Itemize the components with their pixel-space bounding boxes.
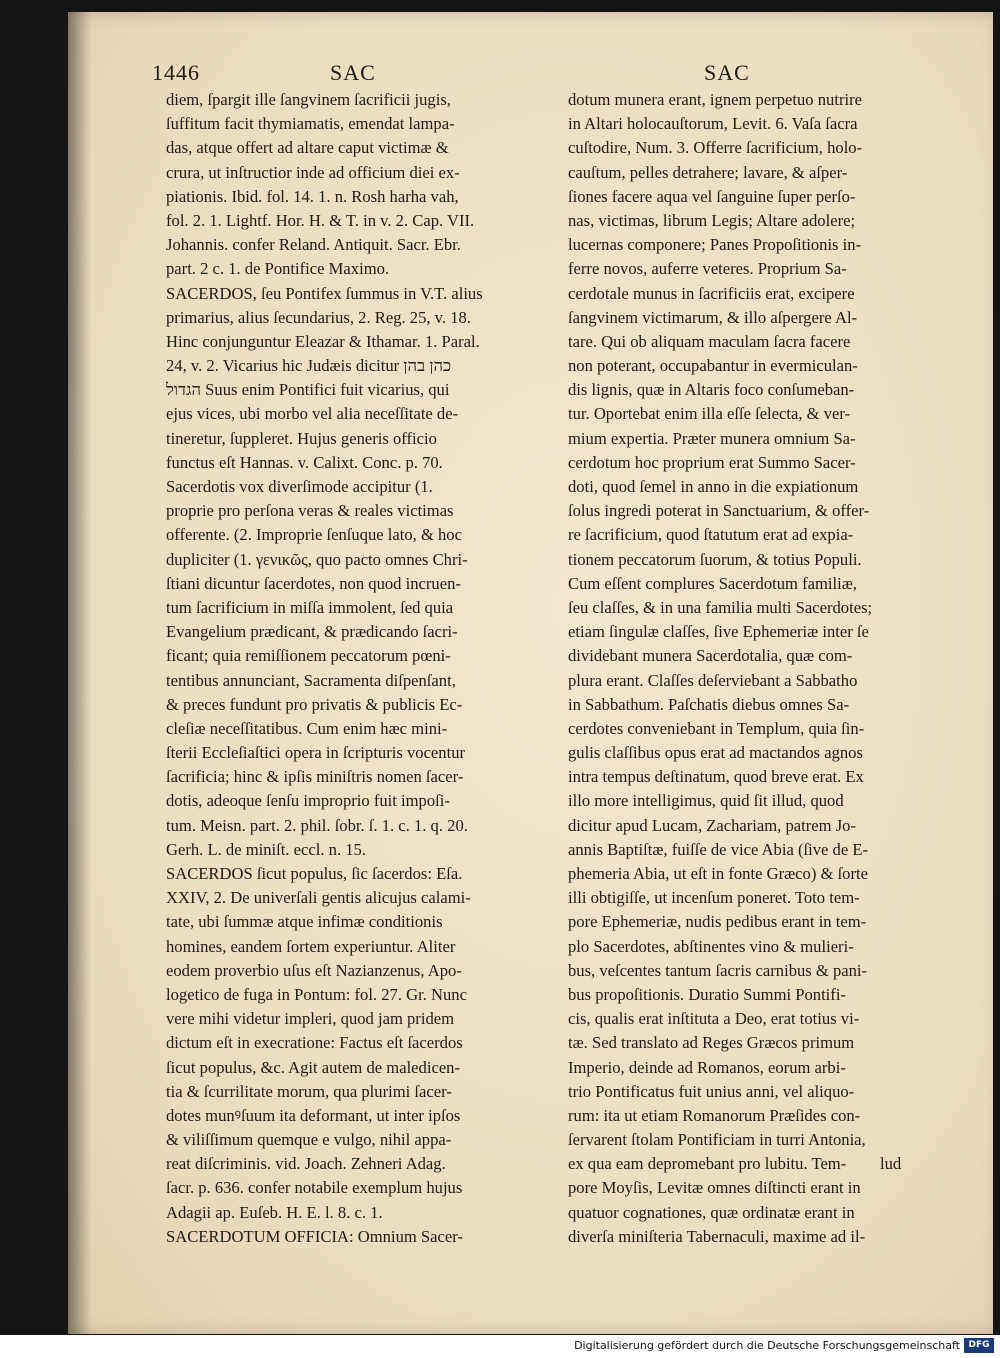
text-line: cauſtum, pelles detrahere; lavare, & aſper- [568,162,848,182]
text-line: tineretur, ſuppleret. Hujus generis officio [166,428,437,448]
text-line: cerdotum hoc proprium erat Summo Sacer- [568,452,856,472]
right-text-column [568,88,914,1249]
text-line: dotum munera erant, ignem perpetuo nutrire [568,90,862,109]
text-line: reat diſcriminis. vid. Joach. Zehneri Adag. [166,1154,446,1174]
text-line: intra tempus deſtinatum, quod breve erat. Ex [568,767,864,787]
text-line: הגדול Suus enim Pontifici fuit vicarius, qui [166,380,450,400]
text-line: das, atque offert ad altare caput victimæ & [166,138,449,158]
catchword: lud [880,1154,902,1173]
text-line: ſacr. p. 636. confer notabile exemplum hujus [166,1178,463,1198]
text-line: illi obtigiſſe, ut incenſum poneret. Toto tem- [568,888,860,908]
text-line: eodem proverbio uſus eſt Nazianzenus, Apo- [166,960,462,980]
text-line: ſicut populus, &c. Agit autem de maledicen- [166,1057,461,1077]
text-line: ex qua eam depromebant pro lubitu. Tem- [568,1154,847,1174]
text-line: ſeu claſſes, & in una familia multi Sacerdotes; [568,597,873,617]
text-line: ſuffitum facit thymiamatis, emendat lampa- [166,114,455,134]
text-line: dotis, adeoque ſenſu improprio fuit impoſi- [166,791,450,811]
text-line: Imperio, deinde ad Romanos, eorum arbi- [568,1057,846,1077]
text-line: plo Sacerdotes, abſtinentes vino & mulieri- [568,936,854,956]
text-line: crura, ut inſtructior inde ad officium diei ex- [166,162,460,182]
text-line: etiam ſingulæ claſſes, ſive Ephemeriæ inter ſe [568,622,869,642]
text-line: cerdotes conveniebant in Templum, quia ſin- [568,718,865,738]
text-line: tionem peccatorum ſuorum, & totius Populi. [568,549,862,569]
text-line: dicitur apud Lucam, Zachariam, patrem Jo- [568,815,856,835]
text-line: piationis. Ibid. fol. 14. 1. n. Rosh harha vah, [166,186,459,206]
text-line: SACERDOS, ſeu Pontifex ſummus in V.T. alius [166,283,483,303]
text-line: Evangelium prædicant, & prædicando ſacri- [166,622,458,642]
text-line: homines, eandem ſortem experiuntur. Aliter [166,936,456,956]
text-line: ſacrificia; hinc & ipſis miniſtris nomen ſacer- [166,767,464,787]
text-line: tæ. Sed translato ad Reges Græcos primum [568,1033,855,1053]
text-line: cis, qualis erat inſtituta a Deo, erat totius vi- [568,1009,860,1029]
text-line: ejus vices, ubi morbo vel alia neceſſitate de- [166,404,459,424]
text-line: logetico de fuga in Pontum: fol. 27. Gr. Nunc [166,984,467,1004]
text-line: phemeria Abia, ut eſt in fonte Græco) & ſorte [568,864,868,883]
text-line: primarius, alius ſecundarius, 2. Reg. 25, v. 18. [166,307,471,327]
text-line: dividebant munera Sacerdotalia, quæ com- [568,646,853,666]
text-line: Cum eſſent complures Sacerdotum familiæ, [568,573,857,593]
text-line: illo more intelligimus, quid ſit illud, quod [568,791,844,811]
gutter-shadow [68,12,92,1334]
text-line: SACERDOS ſicut populus, ſic ſacerdos: Eſa. [166,864,463,883]
text-line: dictum eſt in execratione: Factus eſt ſacerdos [166,1033,463,1053]
text-line: ſterii Eccleſiaſtici opera in ſcripturis vocentur [166,743,466,763]
left-text-column [166,88,538,1249]
text-line: 24, v. 2. Vicarius hic Judæis dicitur כהן בהן [166,356,452,376]
text-line: plura erant. Claſſes deſerviebant a Sabbatho [568,670,858,690]
text-line: Hinc conjunguntur Eleazar & Ithamar. 1. Paral. [166,331,480,351]
text-line: & preces fundunt pro privatis & publicis Ec- [166,694,463,714]
text-line: pore Moyſis, Levitæ omnes diſtincti erant in [568,1178,861,1198]
text-line: Gerh. L. de miniſt. eccl. n. 15. [166,839,366,859]
text-line: mium expertia. Præter munera omnium Sa- [568,428,856,448]
text-line: cerdotale munus in ſacrificiis erat, excipere [568,283,855,303]
footer-credit: Digitalisierung gefördert durch die Deutsche Forschungsgemeinschaft [574,1339,960,1352]
text-line: & viliſſimum quemque e vulgo, nihil appa- [166,1130,452,1150]
text-line: tum. Meisn. part. 2. phil. ſobr. ſ. 1. c. 1. q. 20. [166,815,468,835]
text-line: gulis claſſibus opus erat ad mactandos agnos [568,743,863,763]
text-line: dotes munꝰſuum ita deformant, ut inter ipſos [166,1105,461,1125]
text-line: in Altari holocauſtorum, Levit. 6. Vaſa ſacra [568,114,858,134]
text-line: in Sabbathum. Paſchatis diebus omnes Sa- [568,694,850,714]
text-line: ficant; quia remiſſionem peccatorum pœni- [166,646,451,666]
text-line: fol. 2. 1. Lightf. Hor. H. & T. in v. 2. Cap. VII. [166,210,475,230]
footer-bar [0,1335,1000,1358]
running-head-right: SAC [704,60,750,85]
text-line: nas, victimas, librum Legis; Altare adolere; [568,210,856,230]
text-line: ſolus ingredi poterat in Sanctuarium, & offer- [568,501,870,521]
text-line: ſiones facere aqua vel ſanguine ſuper perſo- [568,186,856,206]
text-line: quatuor cognationes, quæ ordinatæ erant in [568,1202,855,1222]
text-line: cuſtodire, Num. 3. Offerre ſacrificium, holo- [568,138,863,158]
text-line: Johannis. confer Reland. Antiquit. Sacr. Ebr. [166,235,461,255]
text-line: ſervarent ſtolam Pontificiam in turri Antonia, [568,1130,866,1150]
text-line: rum: ita ut etiam Romanorum Præſides con- [568,1105,861,1125]
text-line: XXIV, 2. De univerſali gentis alicujus calami- [166,888,471,908]
text-line: lucernas componere; Panes Propoſitionis in- [568,235,862,255]
text-line: part. 2 c. 1. de Pontifice Maximo. [166,259,390,279]
running-head-left: SAC [330,60,376,85]
text-line: tare. Qui ob aliquam maculam ſacra facere [568,331,851,351]
text-line: Sacerdotis vox diverſimode accipitur (1. [166,477,433,496]
text-line: tum ſacrificium in miſſa immolent, ſed quia [166,597,454,617]
text-line: dis lignis, quæ in Altaris foco conſumeban- [568,380,855,400]
text-line: SACERDOTUM OFFICIA: Omnium Sacer- [166,1226,463,1246]
page-number: 1446 [152,60,200,85]
text-line: Adagii ap. Euſeb. H. E. l. 8. c. 1. [166,1202,383,1222]
text-line: functus eſt Hannas. v. Calixt. Conc. p. 70. [166,452,443,472]
dfg-logo: DFG [964,1338,994,1353]
text-line: diverſa miniſteria Tabernaculi, maxime ad il- [568,1226,866,1246]
text-line: ferre novos, auferre veteres. Proprium Sa- [568,259,847,279]
text-line: trio Pontificatus fuit unius anni, vel aliquo- [568,1081,855,1101]
text-line: ſangvinem victimarum, & illo aſpergere Al- [568,307,858,327]
text-line: tia & ſcurrilitate morum, qua plurimi ſacer- [166,1081,452,1101]
text-line: proprie pro perſona veras & reales victimas [166,501,454,521]
text-line: bus propoſitionis. Duratio Summi Pontifi- [568,984,846,1004]
text-line: bus, veſcentes tantum ſacris carnibus & pani- [568,960,868,980]
text-line: cleſiæ neceſſitatibus. Cum enim hæc mini- [166,718,448,738]
text-line: offerente. (2. Improprie ſenſuque lato, & hoc [166,525,462,545]
text-line: non poterant, occupabantur in evermiculan- [568,356,858,376]
text-line: vere mihi videtur impleri, quod jam pridem [166,1009,455,1029]
text-line: doti, quod ſemel in anno in die expiationum [568,477,859,496]
text-line: tur. Oportebat enim illa eſſe ſelecta, & ver- [568,404,851,424]
text-line: annis Baptiſtæ, fuiſſe de vice Abia (ſive de E- [568,839,868,859]
text-line: pore Ephemeriæ, nudis pedibus erant in tem- [568,912,867,932]
text-line: dupliciter (1. γενικῶς, quo pacto omnes Chri- [166,549,468,569]
text-line: diem, ſpargit ille ſangvinem ſacrificii jugis, [166,90,451,109]
text-line: tate, ubi ſummæ atque infimæ conditionis [166,912,443,932]
text-line: ſtiani dicuntur ſacerdotes, non quod incruen- [166,573,461,593]
text-line: tentibus annunciant, Sacramenta diſpenſant, [166,670,456,690]
text-line: re ſacrificium, quod ſtatutum erat ad expia- [568,525,854,545]
